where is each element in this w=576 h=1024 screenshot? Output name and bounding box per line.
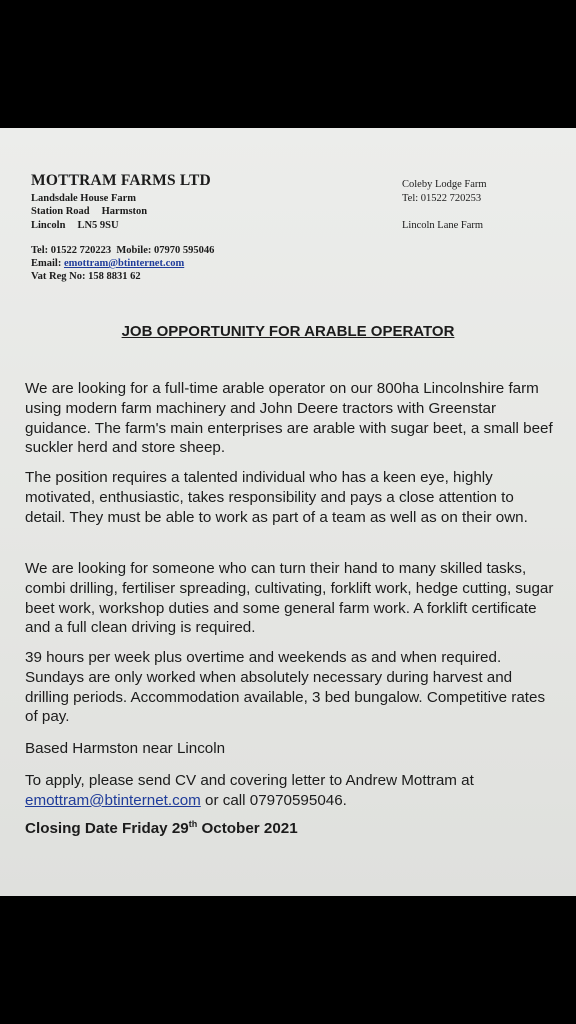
- apply-email-link[interactable]: emottram@btinternet.com: [25, 791, 201, 809]
- address-postcode: LN5 9SU: [77, 220, 119, 231]
- letter-page: [0, 128, 576, 896]
- closing-date-prefix: Closing Date Friday 29: [25, 820, 189, 837]
- paragraph-apply: [25, 771, 555, 811]
- closing-date: [25, 820, 298, 837]
- contact-phones: [31, 244, 214, 257]
- address-line-2: [31, 205, 147, 218]
- paragraph-tasks: We are looking for someone who can turn their hand to many skilled tasks, combi drilling, fertiliser spreading, cultivating, forklift work, hedge cutting, sugar beet work, workshop duties and some general farm work. A forklift certificate and a full clean driving is required.: [25, 560, 554, 637]
- closing-date-suffix: October 2021: [197, 820, 298, 837]
- paragraph-intro: We are looking for a full-time arable operator on our 800ha Lincolnshire farm using modern farm machinery and John Deere tractors with Greenstar guidance. The farm's main enterprises are arable with sugar beet, a small beef suckler herd and store sheep.: [25, 380, 553, 457]
- paragraph-requirements: The position requires a talented individual who has a keen eye, highly motivated, enthusiastic, takes responsibility and pays a close attention to detail. They must be able to work as part of a team as well as on their own.: [25, 469, 528, 526]
- vat-number: Vat Reg No: 158 8831 62: [31, 271, 141, 282]
- contact-email-label: Email:: [31, 258, 64, 269]
- paragraph-hours: 39 hours per week plus overtime and weekends as and when required. Sundays are only worked when absolutely necessary during harvest and drilling periods. Accommodation available, 3 bed bungalow. Competitive rates of pay.: [25, 649, 546, 726]
- contact-email-link[interactable]: emottram@btinternet.com: [63, 258, 185, 269]
- apply-phone: or call 07970595046.: [200, 791, 347, 809]
- contact-mobile: Mobile: 07970 595046: [116, 245, 215, 256]
- company-name: MOTTRAM FARMS LTD: [31, 172, 211, 189]
- closing-date-suffix-ordinal: th: [188, 818, 198, 829]
- secondary-farm-1: Coleby Lodge Farm: [402, 179, 487, 190]
- address-village: Harmston: [101, 206, 148, 217]
- paragraph-location: Based Harmston near Lincoln: [25, 740, 226, 757]
- contact-tel: Tel: 01522 720223: [31, 245, 112, 256]
- apply-text: To apply, please send CV and covering letter to Andrew Mottram at: [25, 772, 474, 789]
- address-line-1: Landsdale House Farm: [31, 193, 137, 204]
- job-heading: JOB OPPORTUNITY FOR ARABLE OPERATOR: [121, 323, 455, 340]
- secondary-farm-2: Lincoln Lane Farm: [402, 220, 484, 231]
- address-road: Station Road: [31, 206, 90, 217]
- address-line-3: [31, 219, 119, 232]
- secondary-farm-tel: Tel: 01522 720253: [402, 193, 482, 204]
- address-town: Lincoln: [31, 220, 66, 231]
- contact-email-line: [31, 257, 184, 270]
